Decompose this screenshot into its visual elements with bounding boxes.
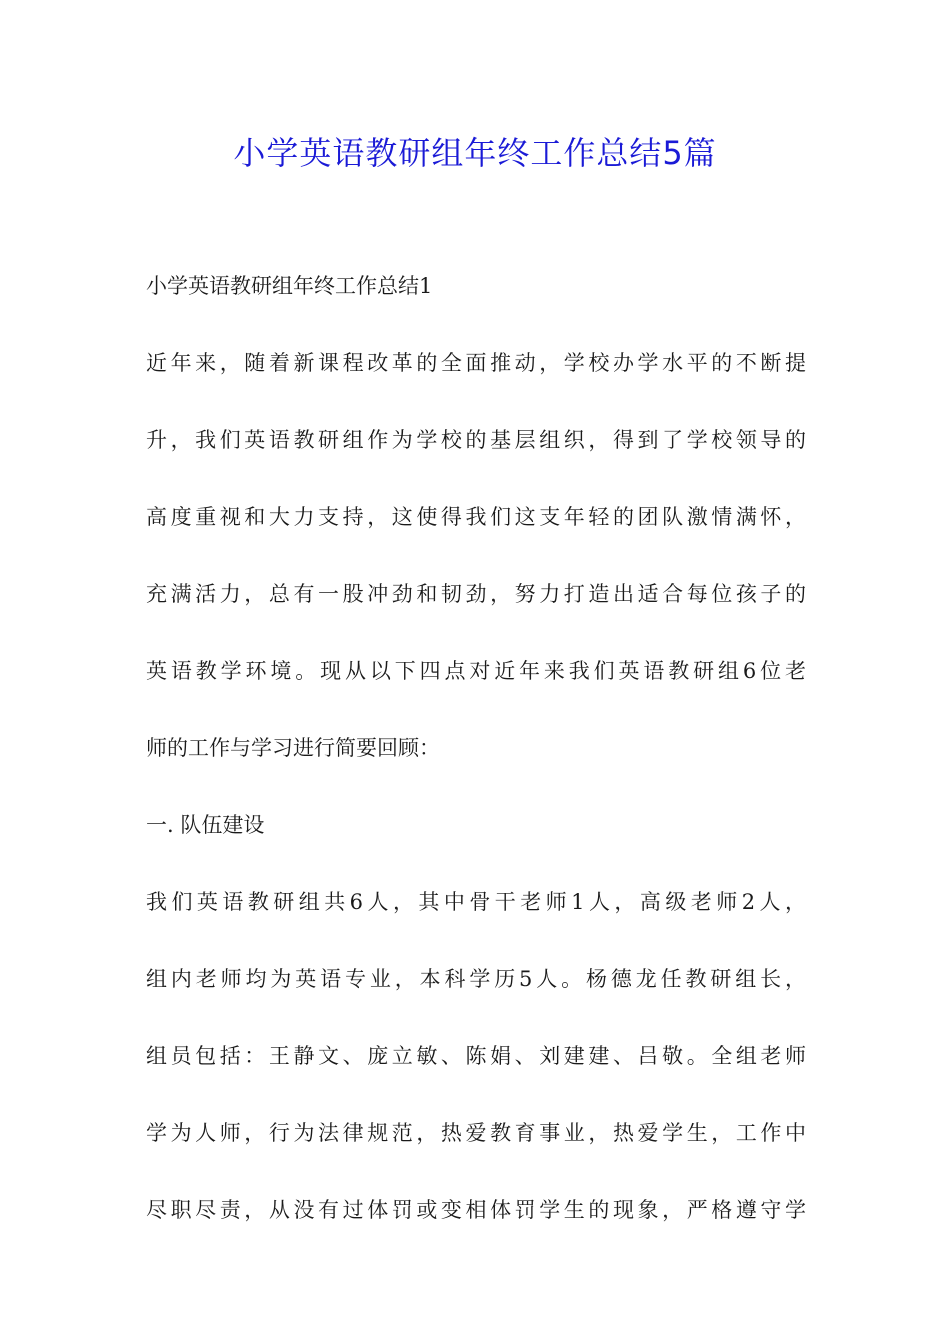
document-title: 小学英语教研组年终工作总结5篇 (233, 134, 717, 172)
paragraph-line: 组内老师均为英语专业，本科学历5人。杨德龙任教研组长， (146, 967, 806, 991)
paragraph-line: 充满活力，总有一股冲劲和韧劲，努力打造出适合每位孩子的 (146, 582, 806, 606)
paragraph-line: 尽职尽责，从没有过体罚或变相体罚学生的现象，严格遵守学 (146, 1198, 806, 1222)
paragraph-line: 学为人师，行为法律规范，热爱教育事业，热爱学生，工作中 (146, 1121, 806, 1145)
paragraph-line: 英语教学环境。现从以下四点对近年来我们英语教研组6位老 (146, 659, 806, 683)
paragraph-line: 升，我们英语教研组作为学校的基层组织，得到了学校领导的 (146, 428, 806, 452)
paragraph-line: 高度重视和大力支持，这使得我们这支年轻的团队激情满怀， (146, 505, 806, 529)
document-body (146, 260, 806, 1261)
paragraph-line: 组员包括：王静文、庞立敏、陈娟、刘建建、吕敬。全组老师 (146, 1044, 806, 1068)
paragraph-line: 近年来，随着新课程改革的全面推动，学校办学水平的不断提 (146, 351, 806, 375)
subsection-heading: 一. 队伍建设 (146, 813, 265, 837)
paragraph-line: 我们英语教研组共6人，其中骨干老师1人，高级老师2人， (146, 890, 806, 914)
paragraph-line: 师的工作与学习进行简要回顾： (146, 736, 440, 760)
section-heading: 小学英语教研组年终工作总结1 (146, 274, 433, 298)
